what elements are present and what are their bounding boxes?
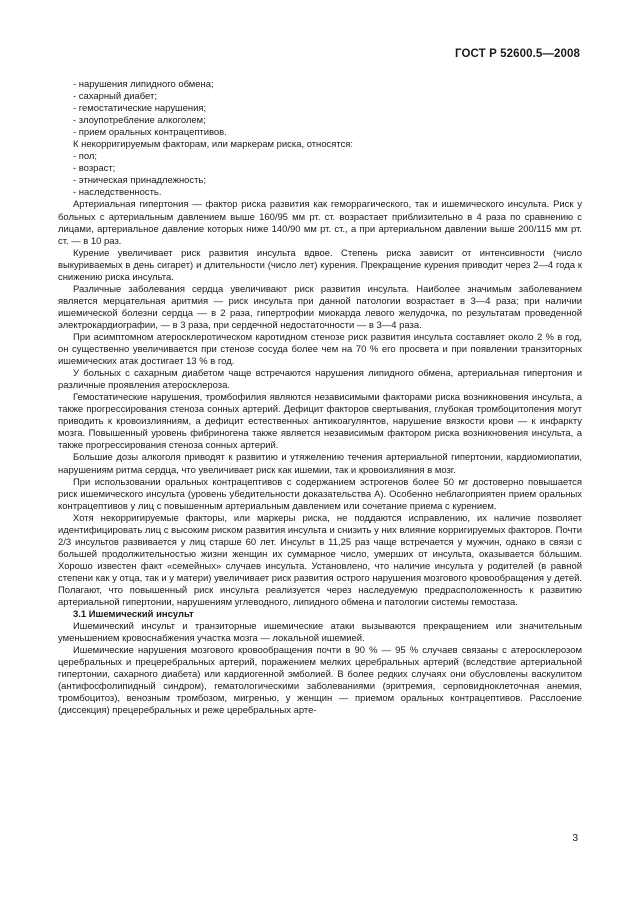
paragraph: Артериальная гипертония — фактор риска развития как геморрагического, так и ишемического инсульта. Риск у больных с артериальным давлением выше 160/95 мм рт. ст. возрастает приблизительно в 4 раза по сравнению с лицами, артериальное давление которых ниже 140/90 мм рт. ст., а при артериальном давлении выше 200/115 мм рт. ст. — в 10 раз.: [58, 199, 582, 247]
list-item: - этническая принадлежность;: [73, 175, 206, 187]
list-item: - сахарный диабет;: [73, 91, 157, 103]
section-heading: 3.1 Ишемический инсульт: [73, 609, 194, 621]
paragraph: Ишемический инсульт и транзиторные ишемические атаки вызываются прекращением или значительным уменьшением кровоснабжения участка мозга — локальной ишемией.: [58, 621, 582, 645]
list-item: - пол;: [73, 151, 98, 163]
list-item: - наследственность.: [73, 187, 162, 199]
paragraph: Различные заболевания сердца увеличивают риск развития инсульта. Наиболее значимым заболеванием является мерцательная аритмия — риск инсульта при данной патологии возрастает в 3—4 раза; при наличии ишемической болезни сердца — в 2 раза, гипертрофии миокарда левого желудочка, по результатам проведенной электрокардиографии, — в 3 раза, при сердечной недостаточности — в 3—4 раза.: [58, 283, 582, 331]
list-item: - прием оральных контрацептивов.: [73, 127, 227, 139]
list-item: К некорригируемым факторам, или маркерам риска, относятся:: [73, 139, 354, 151]
list-item: - нарушения липидного обмена;: [73, 79, 214, 90]
standard-header: ГОСТ Р 52600.5—2008: [455, 48, 580, 60]
paragraph: Гемостатические нарушения, тромбофилия являются независимыми факторами риска возникновения инсульта, а также прогрессирования стеноза сонных артерий. Дефицит факторов свертывания, глубокая тромбоцитопения могут приводить к кровоизлияниям, а дефицит естественных антикоагулянтов, нарушение вязкости крови — к инфаркту мозга. Повышенный уровень фибриногена также является независимым фактором риска возникновения инсульта, а также прогрессирования стеноза сонных артерий.: [58, 392, 582, 452]
paragraph: Ишемические нарушения мозгового кровообращения почти в 90 % — 95 % случаев связаны с атеросклерозом церебральных и прецеребральных артерий, поражением мелких церебральных артерий (вследствие артериальной гипертонии, сахарного диабета) или кардиогенной эмболией. В более редких случаях они обусловлены васкулитом (антифосфолипидный синдром), гематологическими заболеваниями (эритремия, серповидноклеточная анемия, тромбоцитоз), венозным тромбозом, мигренью, у женщин — приемом оральных контрацептивов. Расслоение (диссекция) прецеребральных и реже церебральных арте-: [58, 645, 582, 717]
paragraph: Курение увеличивает риск развития инсульта вдвое. Степень риска зависит от интенсивности (число выкуриваемых в день сигарет) и длительности (число лет) курения. Прекращение курения приводит через 2—4 года к снижению риска инсульта.: [58, 247, 582, 283]
paragraph: При асимптомном атеросклеротическом каротидном стенозе риск развития инсульта составляет около 2 % в год, он существенно увеличивается при стенозе сосуда более чем на 70 % его просвета и при появлении транзиторных ишемических атак достигает 13 % в год.: [58, 331, 582, 368]
body-text: [58, 79, 582, 717]
page-number: 3: [572, 833, 578, 844]
paragraph: У больных с сахарным диабетом чаще встречаются нарушения липидного обмена, артериальная гипертония и различные проявления атеросклероза.: [58, 368, 582, 392]
paragraph: При использовании оральных контрацептивов с содержанием эстрогенов более 50 мг достоверно повышается риск ишемического инсульта (уровень убедительности доказательства А). Особенно неблагоприятен прием оральных контрацептивов у лиц с повышенным артериальным давлением или сочетание приема с курением.: [58, 476, 582, 512]
paragraph: Хотя некорригируемые факторы, или маркеры риска, не поддаются исправлению, их наличие позволяет идентифицировать лиц с высоким риском развития инсульта и снизить у них влияние корригируемых факторов. Почти 2/3 инсультов развивается у лиц старше 60 лет. Инсульт в 11,25 раз чаще встречается у мужчин, однако в связи с большей продолжительностью жизни женщин их суммарное число, умерших от инсульта, оказывается бóльшим. Хорошо известен факт «семейных» случаев инсульта. Установлено, что наличие инсульта у родителей (в равной степени как у отца, так и у матери) увеличивает риск развития острого нарушения мозгового кровообращения у детей. Полагают, что повышенный риск инсульта реализуется через наследуемую предрасположенность к развитию артериальной гипертонии, нарушениям углеводного, липидного обмена и патологии системы гемостаза.: [58, 512, 582, 609]
list-item: - гемостатические нарушения;: [73, 103, 207, 115]
list-item: - злоупотребление алкоголем;: [73, 115, 206, 127]
list-item: - возраст;: [73, 163, 116, 175]
paragraph: Большие дозы алкоголя приводят к развитию и утяжелению течения артериальной гипертонии, кардиомиопатии, нарушениям ритма сердца, что увеличивает риск как ишемии, так и кровоизлияния в мозг.: [58, 452, 582, 476]
